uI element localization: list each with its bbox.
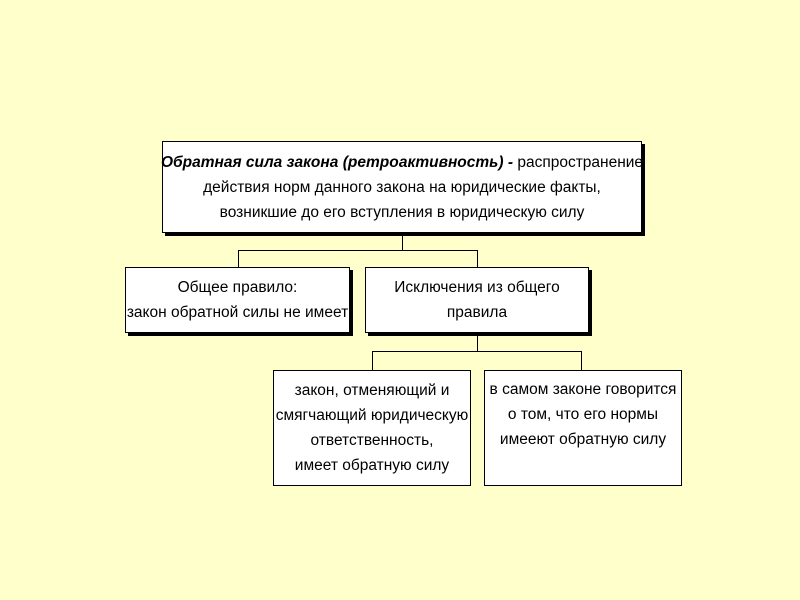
exceptions-box [365, 267, 589, 333]
exception-mitigating-line-4: имеет обратную силу [294, 457, 450, 474]
root-definition-box [162, 141, 642, 233]
exception-mitigating-line-1: закон, отменяющий и [294, 382, 450, 399]
general-rule-box [125, 267, 350, 333]
connector-level3-bar [372, 351, 582, 352]
connector-level2-bar [238, 250, 478, 251]
connector-exceptions-down [477, 333, 478, 351]
exception-mitigating-box [273, 370, 471, 486]
exception-explicit-box [484, 370, 682, 486]
exception-explicit-text [490, 377, 677, 452]
exception-explicit-line-3: имееют обратную силу [499, 431, 667, 448]
exception-explicit-line-2: о том, что его нормы [507, 406, 659, 423]
root-definition-text [161, 150, 643, 225]
connector-to-mitigating [372, 351, 373, 370]
exceptions-line-2: правила [446, 304, 508, 321]
exception-mitigating-line-2: смягчающий юридическую [275, 407, 469, 424]
general-rule-line-1: Общее правило: [177, 279, 298, 296]
exception-explicit-line-1: в самом законе говорится [489, 381, 677, 398]
exception-mitigating-line-3: ответственность, [310, 432, 434, 449]
connector-root-down [402, 233, 403, 250]
root-term: Обратная сила закона (ретроактивность) - [160, 153, 514, 171]
connector-to-exceptions [477, 250, 478, 267]
exception-mitigating-text [276, 378, 469, 478]
root-line1-rest: распространение [513, 153, 644, 171]
exceptions-line-1: Исключения из общего [394, 279, 560, 296]
exceptions-text [394, 275, 560, 325]
connector-to-explicit [581, 351, 582, 370]
general-rule-line-2: закон обратной силы не имеет [126, 304, 349, 321]
connector-to-general-rule [238, 250, 239, 267]
general-rule-text [127, 275, 348, 325]
root-definition-line-2: действия норм данного закона на юридические факты, [203, 178, 601, 196]
root-definition-line-1 [161, 150, 643, 175]
root-definition-line-3: возникшие до его вступления в юридическую силу [219, 203, 585, 221]
